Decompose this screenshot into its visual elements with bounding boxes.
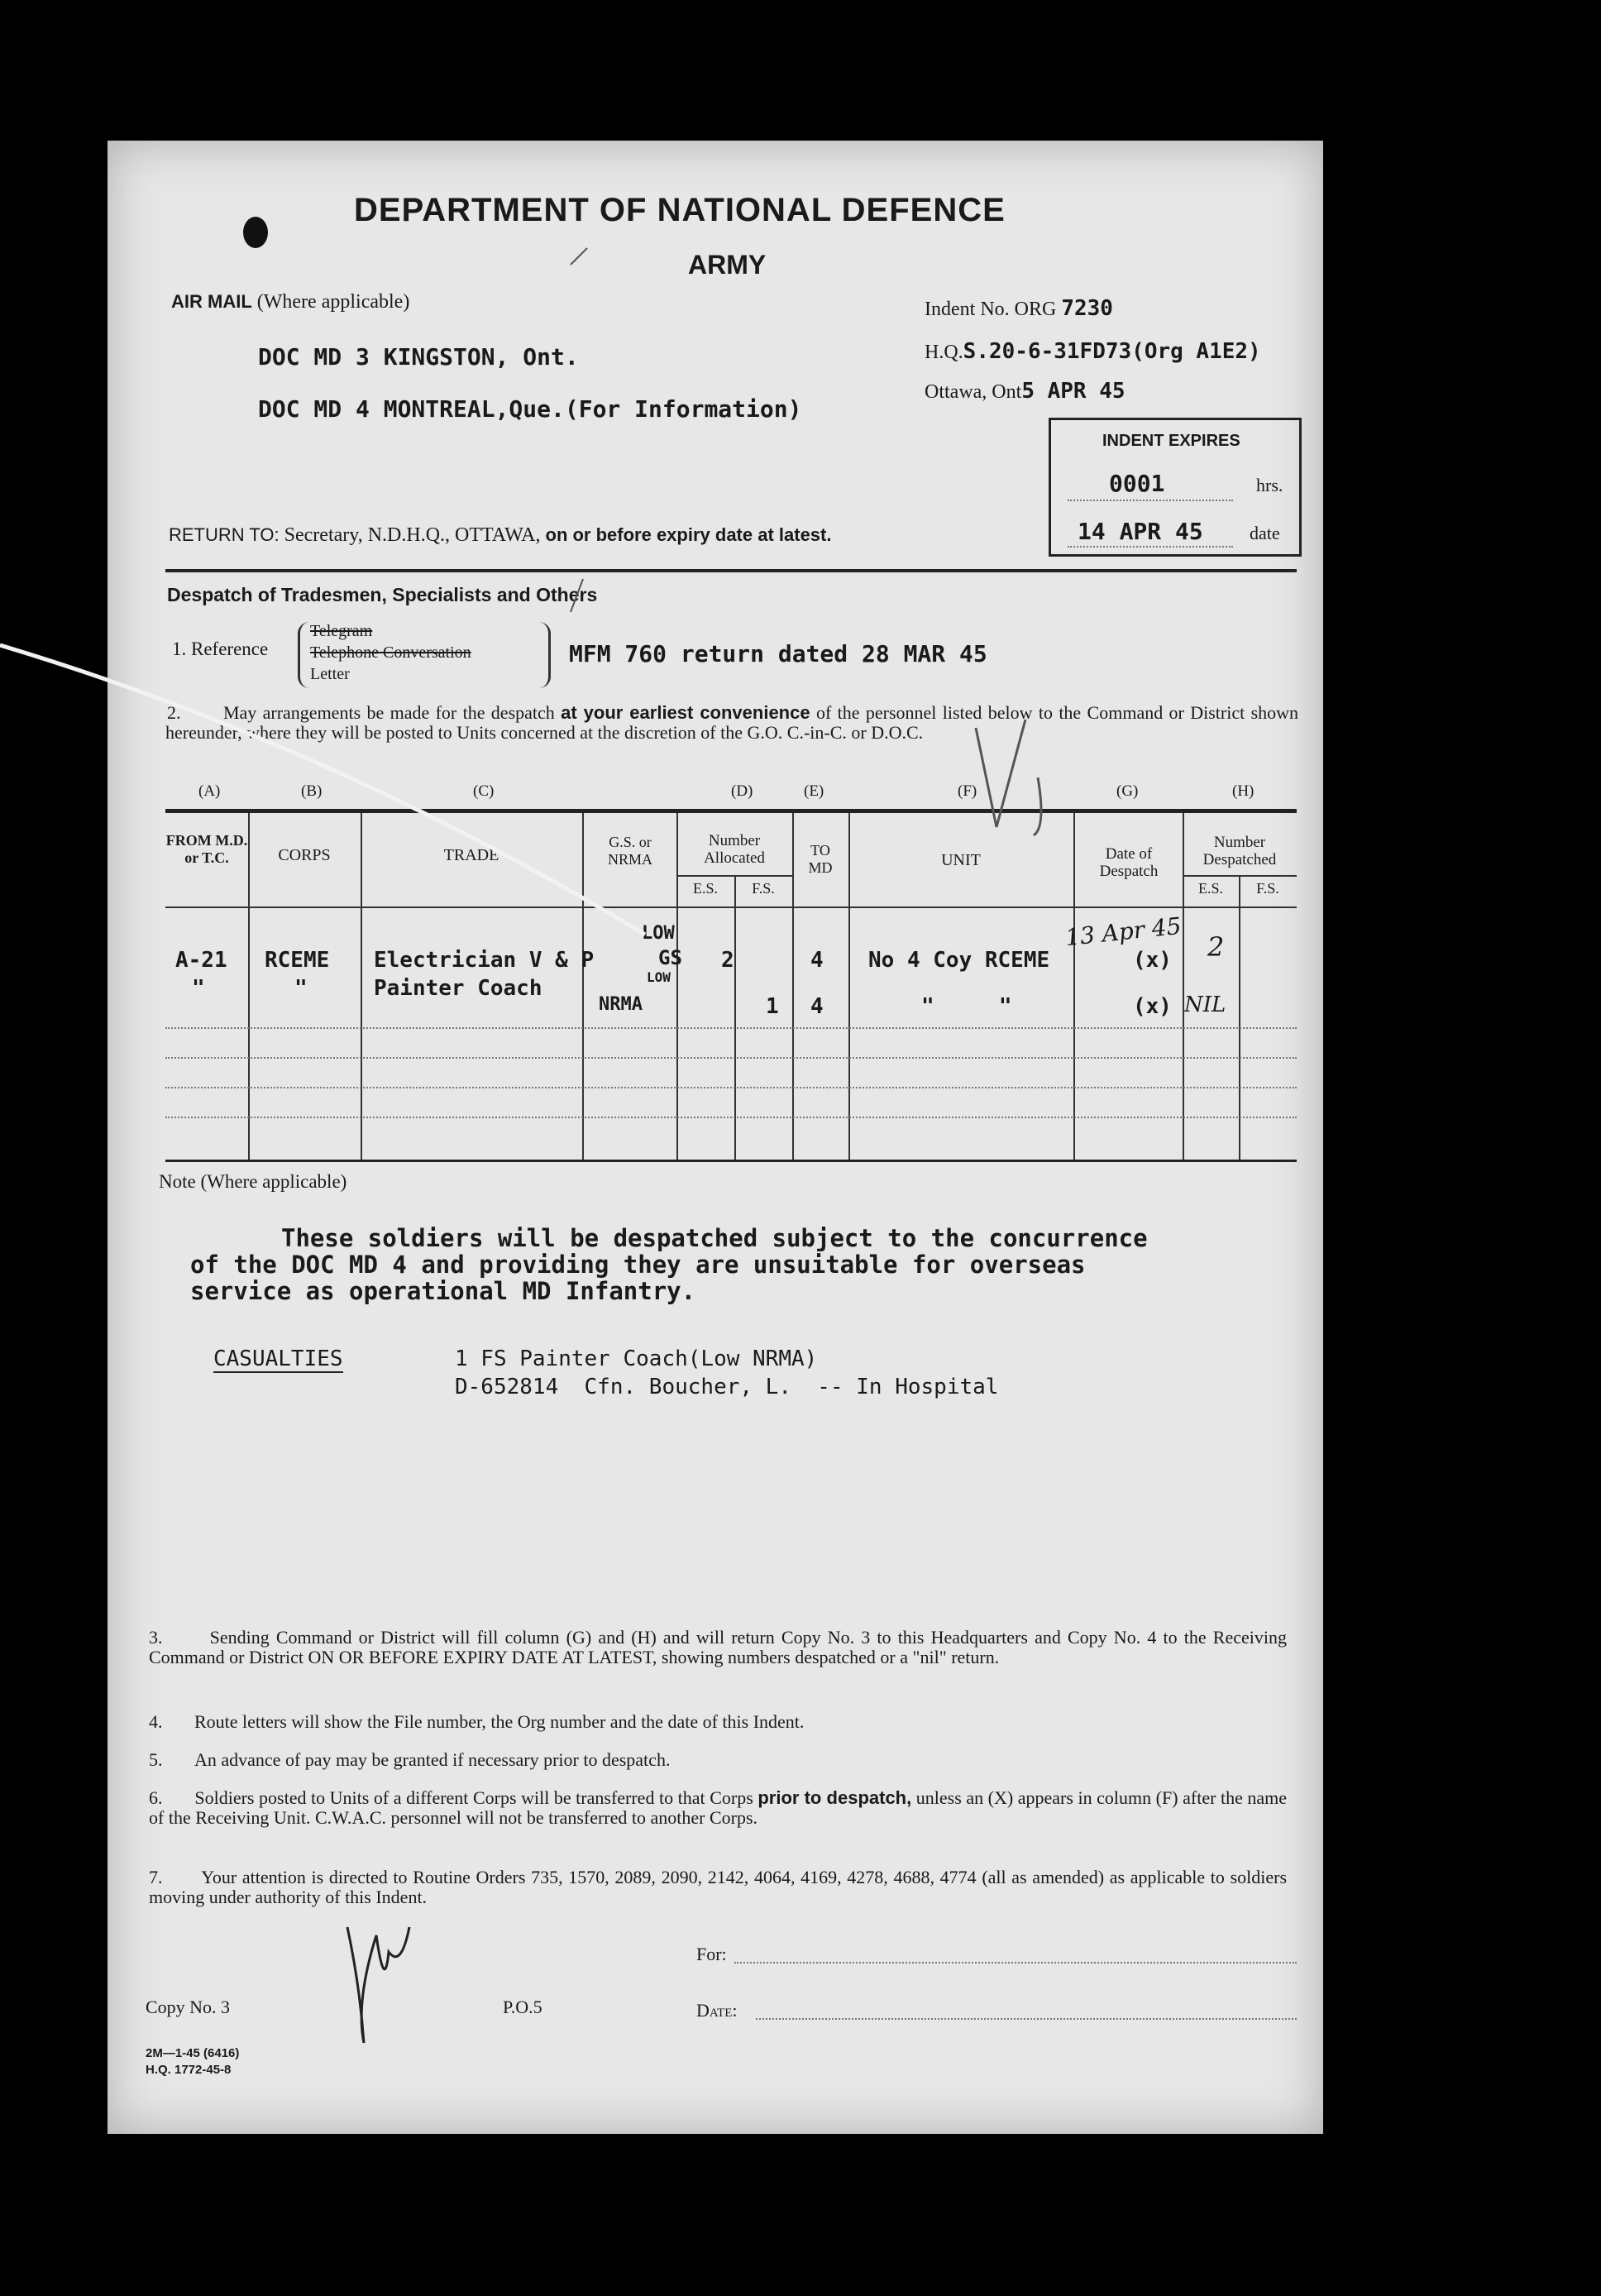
row-from: A-21: [175, 948, 227, 973]
print-code-2: H.Q. 1772-45-8: [146, 2063, 232, 2077]
instruction-6: 6. Soldiers posted to Units of a different Corps will be transferred to that Corps prior to despatch, unless an (X) appears in column (F) after the name of the Receiving Unit. C.W.A.C. personnel will not be transferred to another Corps.: [149, 1787, 1288, 1828]
signature-icon: [347, 1927, 409, 2043]
reference-label: 1. Reference: [172, 639, 269, 659]
note-line-3: service as operational MD Infantry.: [190, 1277, 696, 1305]
row-despatched-handwritten: NIL: [1184, 993, 1226, 1017]
col-letter-c: (C): [473, 782, 495, 800]
row-mark: (x): [1133, 994, 1172, 1019]
reference-option-letter: Letter: [310, 665, 350, 683]
row-unit: " ": [921, 994, 1012, 1019]
col-letter-a: (A): [198, 782, 221, 800]
row-gs-qualifier: LOW: [647, 969, 671, 985]
return-to-line: RETURN TO: Secretary, N.D.H.Q., OTTAWA, on or before expiry date at latest.: [169, 524, 832, 546]
note-label: Note (Where applicable): [159, 1171, 347, 1192]
instruction-5: 5. An advance of pay may be granted if necessary prior to despatch.: [149, 1749, 671, 1770]
header-date-despatch: Date of Despatch: [1099, 845, 1159, 880]
header-allocated-fs: F.S.: [752, 880, 775, 897]
row-corps: RCEME: [265, 948, 330, 973]
addressee-line-2: DOC MD 4 MONTREAL,Que.(For Information): [258, 395, 802, 423]
check-mark-icon: [976, 720, 1041, 835]
reference-option-telephone: Telephone Conversation: [310, 643, 471, 662]
header-allocated-es: E.S.: [692, 880, 718, 897]
row-mark: (x): [1133, 948, 1172, 973]
instruction-4: 4. Route letters will show the File number, the Org number and the date of this Indent.: [149, 1711, 805, 1732]
header-despatched: Number Despatched: [1202, 834, 1277, 868]
header-from: FROM M.D. or T.C.: [165, 832, 248, 866]
row-gs: GS: [658, 946, 682, 969]
col-letter-g: (G): [1116, 782, 1139, 800]
scan-streak: [0, 645, 645, 935]
reference-value: MFM 760 return dated 28 MAR 45: [569, 640, 987, 667]
header-despatched-fs: F.S.: [1256, 880, 1279, 897]
header-corps: CORPS: [278, 846, 331, 864]
row-from: ": [192, 976, 205, 1001]
row-gs: NRMA: [599, 994, 643, 1015]
expiry-time: 0001: [1109, 470, 1165, 497]
col-letter-f: (F): [958, 782, 977, 800]
row-despatched-handwritten: 2: [1207, 931, 1225, 963]
row-es: 2: [721, 948, 734, 973]
ottawa-date: Ottawa, Ont5 APR 45: [925, 379, 1125, 404]
expiry-date: 14 APR 45: [1078, 518, 1203, 545]
header-allocated: Number Allocated: [704, 832, 765, 867]
row-corps: ": [294, 976, 308, 1001]
expiry-date-label: date: [1250, 523, 1280, 543]
department-title: DEPARTMENT OF NATIONAL DEFENCE: [354, 192, 1006, 228]
casualties-line-2: D-652814 Cfn. Boucher, L. -- In Hospital: [455, 1375, 999, 1399]
casualties-label: CASUALTIES: [213, 1347, 343, 1371]
header-gs-nrma: G.S. or NRMA: [607, 834, 652, 868]
casualties-line-1: 1 FS Painter Coach(Low NRMA): [455, 1347, 818, 1371]
po-number: P.O.5: [503, 1997, 542, 2017]
row-trade: Electrician V & P: [374, 948, 595, 973]
header-despatched-es: E.S.: [1197, 880, 1223, 897]
row-trade: Painter Coach: [374, 976, 542, 1001]
note-line-2: of the DOC MD 4 and providing they are unsuitable for overseas: [190, 1251, 1086, 1279]
col-letter-e: (E): [804, 782, 824, 800]
header-unit: UNIT: [941, 851, 981, 869]
instruction-3: 3. Sending Command or District will fill column (G) and (H) and will return Copy No. 3 to this Headquarters and Copy No. 4 to the Receiving Command or District ON OR BEFORE EXPIRY DATE AT LATEST, showing numbers despatched or a "nil" return.: [149, 1627, 1287, 1667]
row-fs: 1: [766, 994, 779, 1019]
col-letter-h: (H): [1232, 782, 1255, 800]
row-unit: No 4 Coy RCEME: [868, 948, 1050, 973]
row-to-md: 4: [810, 994, 824, 1019]
pencil-mark: [571, 248, 587, 612]
indent-number: Indent No. ORG 7230: [925, 296, 1113, 321]
for-label: For:: [696, 1944, 727, 1964]
header-trade: TRADE: [443, 846, 499, 864]
row-gs-qualifier: LOW: [642, 923, 675, 944]
instruction-7: 7. Your attention is directed to Routine Orders 735, 1570, 2089, 2090, 2142, 4064, 4169, 4278, 4688, 4774 (all as amended) as applicable to soldiers moving under authority of this Indent.: [149, 1867, 1288, 1907]
addressee-line-1: DOC MD 3 KINGSTON, Ont.: [258, 343, 579, 371]
date-label: Date:: [696, 2000, 738, 2021]
expiry-title: INDENT EXPIRES: [1102, 432, 1240, 450]
paragraph-2: 2. May arrangements be made for the despatch at your earliest convenience of the personnel listed below to the Command or District shown hereunder, where they will be posted to Units concerned at the discretion of the G.O. C.-in-C. or D.O.C.: [165, 702, 1299, 743]
col-letter-b: (B): [301, 782, 323, 800]
note-line-1: These soldiers will be despatched subject to the concurrence: [281, 1224, 1148, 1252]
reference-option-telegram: Telegram: [310, 622, 373, 640]
print-code-1: 2M—1-45 (6416): [146, 2046, 240, 2060]
army-title: ARMY: [688, 250, 767, 280]
col-letter-d: (D): [731, 782, 753, 800]
air-mail-label: AIR MAIL (Where applicable): [171, 291, 410, 313]
row-to-md: 4: [810, 948, 824, 973]
hq-file-number: H.Q.S.20-6-31FD73(Org A1E2): [925, 339, 1261, 364]
row-date-handwritten: 13 Apr 45: [1063, 911, 1183, 952]
expiry-time-unit: hrs.: [1256, 475, 1283, 495]
despatch-section-title: Despatch of Tradesmen, Specialists and Others: [167, 584, 598, 605]
header-to-md: TO MD: [808, 842, 833, 876]
copy-number: Copy No. 3: [146, 1997, 231, 2017]
